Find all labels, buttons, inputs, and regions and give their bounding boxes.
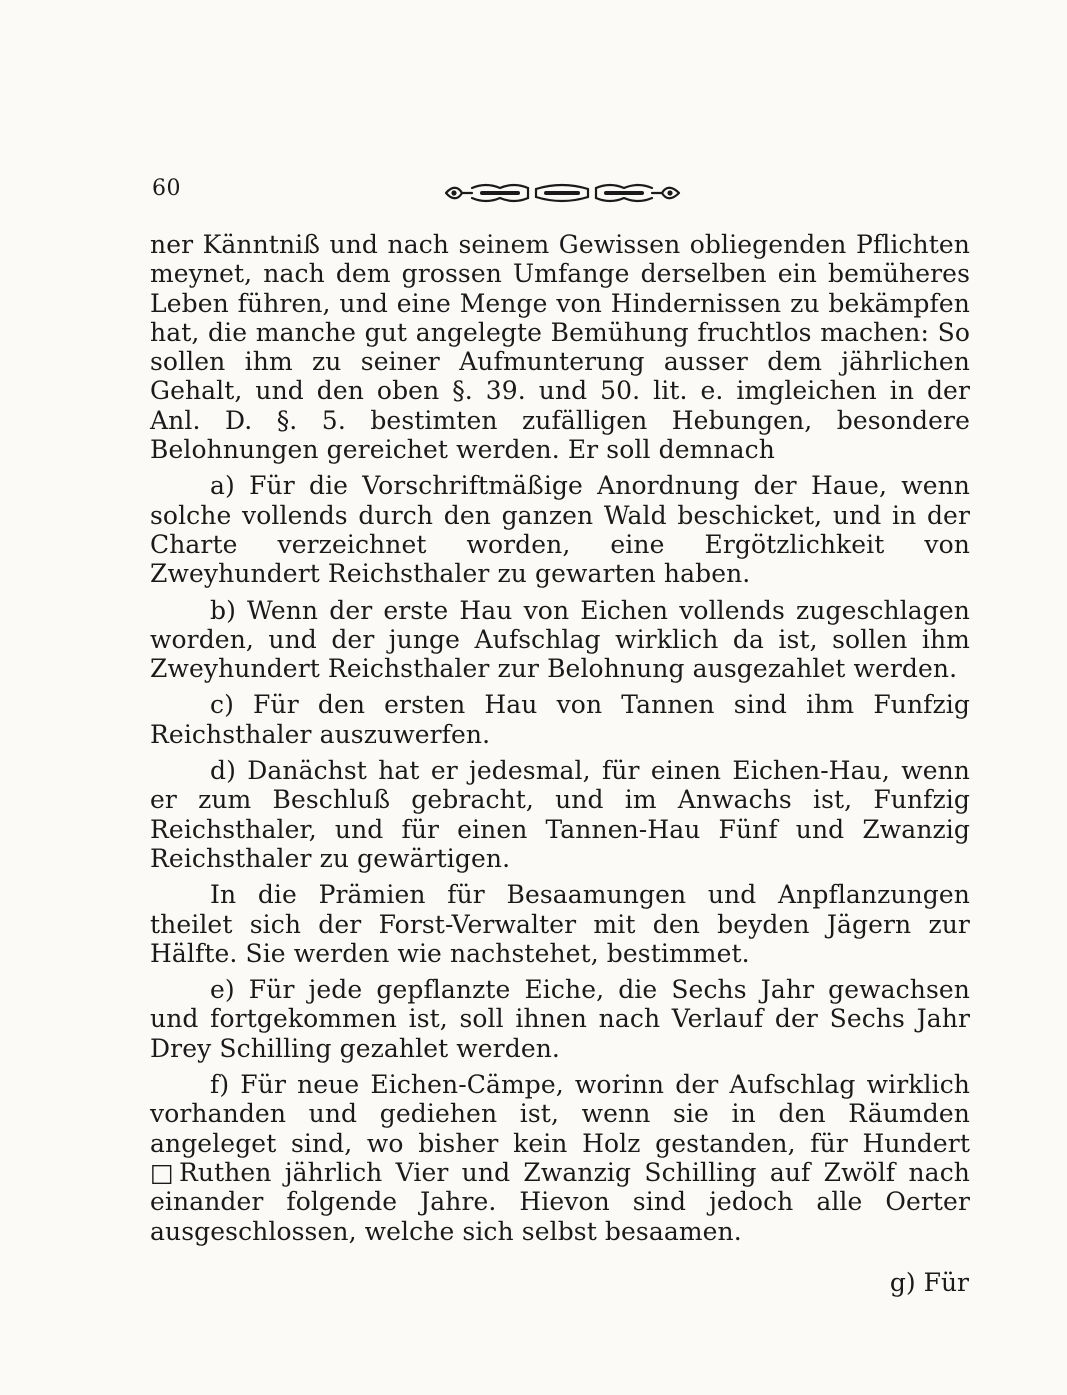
body-text [150,230,970,1253]
paragraph: d) Danächst hat er jedesmal, für einen Eichen-Hau, wenn er zum Beschluß gebracht, und im Anwachs ist, Funfzig Reichsthaler, und für einen Tannen-Hau Fünf und Zwanzig Reichsthaler zu gewärtigen. [150,756,970,873]
paragraph: a) Für die Vorschriftmäßige Anordnung der Haue, wenn solche vollends durch den ganzen Wald beschicket, und in der Charte verzeichnet worden, eine Ergötzlichkeit von Zweyhundert Reichsthaler zu gewarten haben. [150,471,970,589]
paragraph: In die Prämien für Besaamungen und Anpflanzungen theilet sich der Forst-Verwalter mit den beyden Jägern zur Hälfte. Sie werden wie nachstehet, bestimmet. [150,880,970,968]
page-number: 60 [152,176,181,201]
catchword: g) Für [889,1268,969,1297]
paragraph: c) Für den ersten Hau von Tannen sind ihm Funfzig Reichsthaler auszuwerfen. [150,690,970,749]
paragraph: ner Känntniß und nach seinem Gewissen obliegenden Pflichten meynet, nach dem grossen Umfange derselben ein bemüheres Leben führen, und eine Menge von Hindernissen zu bekämpfen hat, die manche gut angelegte Bemühung fruchtlos machen: So sollen ihm zu seiner Aufmunterung ausser dem jährlichen Gehalt, und den oben §. 39. und 50. lit. e. imgleichen in der Anl. D. §. 5. bestimten zufälligen Hebungen, besondere Belohnungen gereichet werden. Er soll demnach [150,230,970,465]
paragraph: e) Für jede gepflanzte Eiche, die Sechs Jahr gewachsen und fortgekommen ist, soll ihnen nach Verlauf der Sechs Jahr Drey Schilling gezahlet werden. [150,975,970,1063]
header-ornament-icon [440,178,685,208]
paragraph: f) Für neue Eichen-Cämpe, worinn der Aufschlag wirklich vorhanden und gediehen ist, wenn sie in den Räumden angeleget sind, wo bisher kein Holz gestanden, für Hundert □Ruthen jährlich Vier und Zwanzig Schilling auf Zwölf nach einander folgende Jahre. Hievon sind jedoch alle Oerter ausgeschlossen, welche sich selbst besaamen. [150,1070,970,1246]
paragraph: b) Wenn der erste Hau von Eichen vollends zugeschlagen worden, und der junge Aufschlag wirklich da ist, sollen ihm Zweyhundert Reichsthaler zur Belohnung ausgezahlet werden. [150,595,970,684]
